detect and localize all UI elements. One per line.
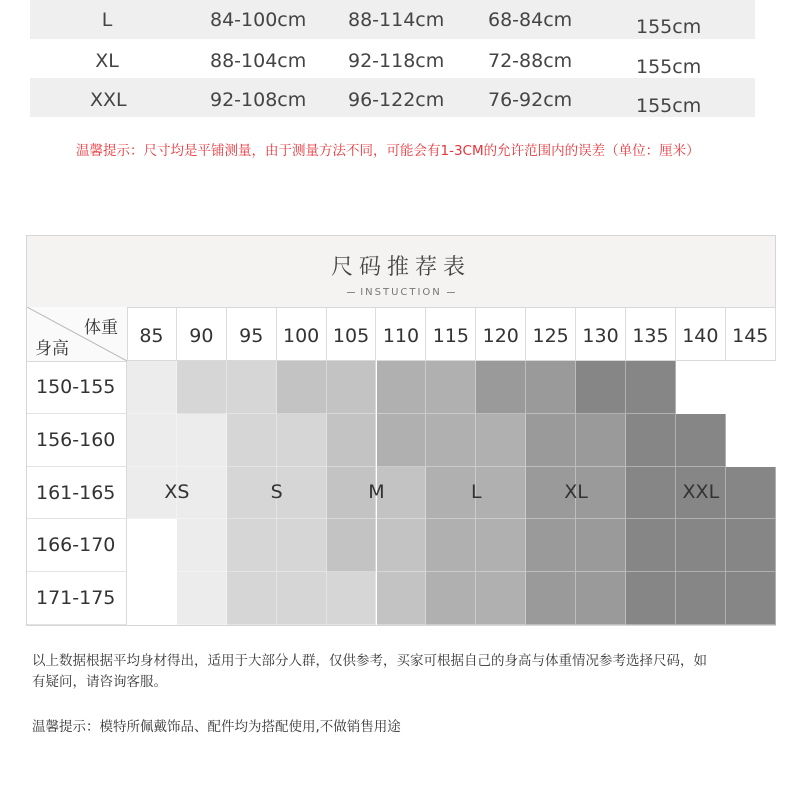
chart-header xyxy=(27,236,775,308)
height-axis-label: 身高 xyxy=(35,339,69,359)
size-value: 155cm xyxy=(636,56,702,78)
size-value: 88-114cm xyxy=(348,9,445,31)
size-value: 92-108cm xyxy=(210,89,307,111)
weight-header: 85 xyxy=(127,307,177,361)
size-row xyxy=(30,0,755,39)
height-header: 166-170 xyxy=(27,519,127,572)
size-cell xyxy=(426,519,476,572)
size-cell xyxy=(277,414,327,467)
size-cell xyxy=(127,572,177,625)
weight-header: 105 xyxy=(327,307,377,361)
size-cell xyxy=(726,572,776,625)
chart-subtitle xyxy=(27,287,775,298)
size-row xyxy=(30,78,755,117)
dash-icon xyxy=(347,292,355,293)
size-value: 84-100cm xyxy=(210,9,307,31)
size-cell xyxy=(576,361,626,414)
size-value: 92-118cm xyxy=(348,50,445,72)
size-table xyxy=(30,0,755,117)
size-cell xyxy=(676,572,726,625)
size-cell xyxy=(277,467,327,520)
weight-header: 135 xyxy=(626,307,676,361)
size-cell xyxy=(327,519,377,572)
size-cell xyxy=(426,572,476,625)
size-cell xyxy=(377,519,427,572)
size-cell xyxy=(127,361,177,414)
size-cell xyxy=(676,519,726,572)
size-cell xyxy=(127,414,177,467)
size-cell xyxy=(626,414,676,467)
size-cell xyxy=(476,361,526,414)
size-cell xyxy=(526,572,576,625)
weight-axis-label: 体重 xyxy=(84,318,118,338)
size-label: L xyxy=(471,480,482,503)
size-cell xyxy=(576,572,626,625)
size-value: 68-84cm xyxy=(488,9,573,31)
size-cell xyxy=(476,572,526,625)
weight-header: 90 xyxy=(177,307,227,361)
size-cell xyxy=(476,519,526,572)
size-recommendation-chart xyxy=(26,235,776,626)
weight-header: 125 xyxy=(526,307,576,361)
size-cell xyxy=(277,519,327,572)
size-label: XL xyxy=(564,480,588,503)
size-cell xyxy=(177,414,227,467)
size-cell xyxy=(626,572,676,625)
size-cell xyxy=(227,572,277,625)
size-cell xyxy=(626,467,676,520)
size-cell xyxy=(327,572,377,625)
size-value: 96-122cm xyxy=(348,89,445,111)
size-name: XXL xyxy=(90,89,127,111)
size-value: 72-88cm xyxy=(488,50,573,72)
height-header: 171-175 xyxy=(27,572,127,625)
size-cell xyxy=(576,414,626,467)
size-cell xyxy=(377,414,427,467)
size-cell xyxy=(726,361,776,414)
size-label: XXL xyxy=(682,480,720,503)
size-cell xyxy=(676,414,726,467)
dash-icon xyxy=(447,292,455,293)
size-row xyxy=(30,39,755,78)
weight-header: 100 xyxy=(277,307,327,361)
size-cell xyxy=(426,361,476,414)
measurement-notice: 温馨提示：尺寸均是平铺测量，由于测量方法不同，可能会有1-3CM的允许范围内的误差（单位：厘米） xyxy=(76,143,700,159)
size-cell xyxy=(426,414,476,467)
size-name: XL xyxy=(95,50,119,72)
weight-header: 120 xyxy=(476,307,526,361)
size-cell xyxy=(726,467,776,520)
size-cell xyxy=(227,414,277,467)
size-cell xyxy=(327,361,377,414)
size-cell xyxy=(277,572,327,625)
model-accessory-notice: 温馨提示：模特所佩戴饰品、配件均为搭配使用,不做销售用途 xyxy=(32,719,401,735)
weight-header: 110 xyxy=(377,307,427,361)
chart-title: 尺码推荐表 xyxy=(330,255,471,280)
size-cell xyxy=(576,519,626,572)
size-cell xyxy=(227,519,277,572)
size-cell xyxy=(426,467,476,520)
size-name: L xyxy=(101,9,113,31)
size-cell xyxy=(227,467,277,520)
size-cell xyxy=(127,519,177,572)
size-cell xyxy=(726,519,776,572)
size-cell xyxy=(377,361,427,414)
weight-header: 95 xyxy=(227,307,277,361)
size-cell xyxy=(526,519,576,572)
size-label: XS xyxy=(164,480,190,503)
size-cell xyxy=(726,414,776,467)
size-cell xyxy=(676,361,726,414)
size-cell xyxy=(377,572,427,625)
size-value: 88-104cm xyxy=(210,50,307,72)
size-label: S xyxy=(270,480,283,503)
height-header: 161-165 xyxy=(27,467,127,520)
height-header: 150-155 xyxy=(27,361,127,414)
weight-header: 130 xyxy=(576,307,626,361)
size-advice-paragraph: 以上数据根据平均身材得出，适用于大部分人群，仅供参考，买家可根据自己的身高与体重情况参考选择尺码，如有疑问，请咨询客服。 xyxy=(32,653,707,690)
size-value: 155cm xyxy=(636,95,702,117)
size-cell xyxy=(526,361,576,414)
size-cell xyxy=(476,414,526,467)
size-cell xyxy=(277,361,327,414)
size-cell xyxy=(177,361,227,414)
size-cell xyxy=(626,519,676,572)
size-value: 76-92cm xyxy=(488,89,573,111)
height-header: 156-160 xyxy=(27,414,127,467)
size-cell xyxy=(327,414,377,467)
size-cell xyxy=(177,572,227,625)
size-cell xyxy=(227,361,277,414)
corner-header xyxy=(27,307,128,362)
size-cell xyxy=(177,519,227,572)
weight-header: 145 xyxy=(726,307,776,361)
weight-header: 140 xyxy=(676,307,726,361)
size-cell xyxy=(526,414,576,467)
weight-header: 115 xyxy=(426,307,476,361)
size-label: M xyxy=(368,480,385,503)
size-cell xyxy=(626,361,676,414)
size-value: 155cm xyxy=(636,16,702,38)
chart-subtitle-text: INSTUCTION xyxy=(360,287,442,298)
size-cell xyxy=(476,467,526,520)
